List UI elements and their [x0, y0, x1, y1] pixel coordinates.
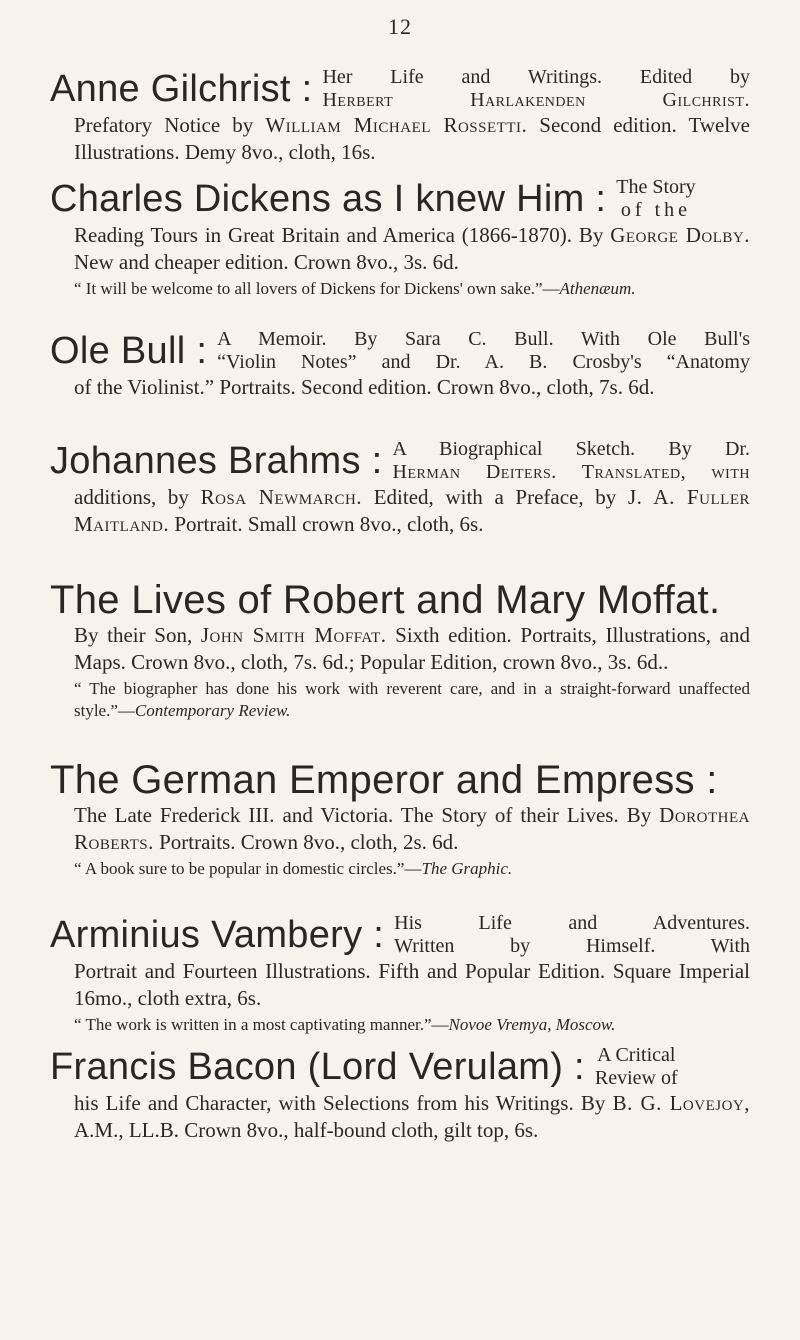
entry-title: Francis Bacon (Lord Verulam) : [50, 1046, 585, 1088]
entry-title: Arminius Vambery : [50, 914, 385, 956]
entry-description: Prefatory Notice by William Michael Rossetti. Second edition. Twelve Illustrations. Demy 8vo., cloth, 16s. [74, 113, 750, 164]
entry-description: of the Violinist.” Portraits. Second edition. Crown 8vo., cloth, 7s. 6d. [74, 375, 655, 399]
entry-title: Ole Bull : [50, 330, 208, 372]
entry-description: Portrait and Fourteen Illustrations. Fifth and Popular Edition. Square Imperial 16mo., cloth extra, 6s. [74, 959, 750, 1010]
review-quote: “ The work is written in a most captivating manner.”—Novoe Vremya, Moscow. [74, 1015, 616, 1034]
entry-description: Reading Tours in Great Britain and America (1866-1870). By George Dolby. New and cheaper edition. Crown 8vo., 3s. 6d. [74, 223, 750, 274]
review-quote: “ A book sure to be popular in domestic circles.”—The Graphic. [74, 859, 513, 878]
entry-johannes-brahms [50, 438, 750, 538]
entry-francis-bacon [50, 1044, 750, 1144]
entry-subtitle: A Memoir. By Sara C. Bull. With Ole Bull's “Violin Notes” and Dr. A. B. Crosby's “Anatomy [217, 328, 750, 373]
entry-description: additions, by Rosa Newmarch. Edited, with a Preface, by J. A. Fuller Maitland. Portrait. Small crown 8vo., cloth, 6s. [74, 485, 751, 536]
entry-subtitle: Her Life and Writings. Edited by Herbert Harlakenden Gilchrist. [322, 66, 750, 111]
entry-subtitle: The Story of the [616, 176, 696, 221]
entry-title: Anne Gilchrist : [50, 68, 313, 110]
entry-description: his Life and Character, with Selections from his Writings. By B. G. Lovejoy, A.M., LL.B. Crown 8vo., half-bound cloth, gilt top, 6s. [74, 1091, 750, 1142]
entry-charles-dickens [50, 176, 750, 300]
entry-title: Charles Dickens as I knew Him : [50, 178, 607, 220]
entry-title: The Lives of Robert and Mary Moffat. [50, 578, 721, 622]
entry-description: By their Son, John Smith Moffat. Sixth edition. Portraits, Illustrations, and Maps. Crown 8vo., cloth, 7s. 6d.; Popular Edition, crown 8vo., 3s. 6d.. [74, 623, 750, 674]
entry-title: The German Emperor and Empress : [50, 758, 718, 802]
entry-title: Johannes Brahms : [50, 440, 383, 482]
entry-moffat [50, 578, 750, 722]
entry-subtitle: A Biographical Sketch. By Dr. Herman Deiters. Translated, with [392, 438, 750, 483]
page-number: 12 [388, 14, 412, 39]
entry-description: The Late Frederick III. and Victoria. The Story of their Lives. By Dorothea Roberts. Portraits. Crown 8vo., cloth, 2s. 6d. [74, 803, 750, 854]
entry-subtitle: His Life and Adventures. Written by Himself. With [394, 912, 750, 957]
review-quote: “ It will be welcome to all lovers of Dickens for Dickens' own sake.”—Athenæum. [74, 279, 636, 298]
review-quote: “ The biographer has done his work with reverent care, and in a straight-forward unaffected style.”—Contemporary Review. [74, 679, 750, 720]
entry-ole-bull [50, 328, 750, 401]
entry-arminius-vambery [50, 912, 750, 1036]
entry-german-emperor [50, 758, 750, 880]
entry-anne-gilchrist [50, 66, 750, 166]
entry-subtitle: A Critical Review of [594, 1044, 678, 1089]
